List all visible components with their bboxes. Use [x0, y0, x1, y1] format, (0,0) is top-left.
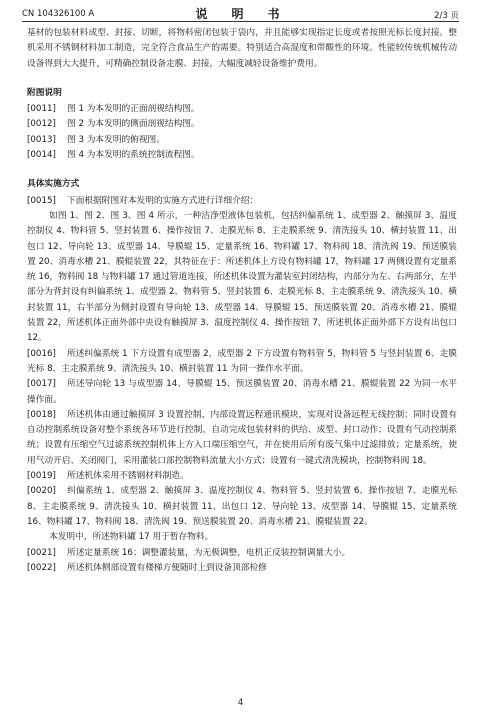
header-divider: [22, 21, 459, 22]
para-tag: [0021]: [27, 547, 56, 558]
paragraph: [27, 347, 457, 378]
embodiment-heading: 具体实施方式: [27, 179, 80, 190]
page-number: 2/3 页: [434, 11, 459, 21]
para-tag: [0017]: [27, 379, 56, 390]
para-tag: [0012]: [27, 119, 56, 130]
para-tag: [0013]: [27, 134, 56, 145]
page-footer-number: 4: [237, 698, 244, 708]
para-tag: [0011]: [27, 104, 56, 115]
para-tag: [0022]: [27, 562, 56, 573]
page-header: [22, 5, 459, 21]
figure-item: [27, 102, 457, 117]
para-tag: [0016]: [27, 348, 56, 359]
paragraph: [27, 377, 457, 408]
paragraph-text: 纠偏系统 1、成型器 2、触摸屏 3、温度控制仪 4、物料管 5、竖封装置 6、操作按钮 7、走膜光标 8、主走膜系统 9、清洗接头 10、横封装置 11、出包口 12、导向轮 13、成型器 14、导膜辊 15、定量系统 16、物料罐 17、物料阀 18、清洗阀 19、预送膜装置 20、消毒水槽 21、膜辊装置 22。: [27, 486, 457, 527]
paragraph: [27, 469, 457, 484]
publication-number: CN 104326100 A: [22, 9, 95, 19]
paragraph-text: 所述机体侧部设置有楼梯方便随时上到设备顶部检修: [67, 562, 267, 573]
drawings-heading: 附图说明: [27, 87, 62, 98]
figure-item: [27, 117, 457, 132]
intro-paragraph: 基材的包装材料成型、封接、切断，将物料密闭包装于袋内，并且能够实现指定长度或者按照光标长度封接。整机采用不锈钢材料加工制造，完全符合食品生产的需要。特别适合高湿度和带酸性的环境。性能较传统机械传动设备得到大大提升，可精确控制设备走膜、封接，大幅度减轻设备维护费用。: [27, 28, 457, 69]
figure-caption: 图 3 为本发明的俯视图。: [67, 134, 165, 145]
para-tag: [0014]: [27, 150, 56, 161]
paragraph: [27, 546, 457, 561]
figure-caption: 图 2 为本发明的侧面剖视结构图。: [67, 119, 200, 130]
para-tag: [0019]: [27, 471, 56, 482]
paragraph-text: 所述导向轮 13 与成型器 14、导膜辊 15、预送膜装置 20、消毒水槽 21、膜辊装置 22 为同一水平操作面。: [27, 379, 457, 405]
paragraph: [27, 484, 457, 530]
figure-item: [27, 133, 457, 148]
paragraph: [27, 408, 457, 469]
paragraph-text: 所述定量系统 16；调整灌装量，为无极调整，电机正反装控制调量大小。: [67, 547, 351, 558]
paragraph-continuation: 本发明中，所述物料罐 17 用于暂存物料。: [49, 532, 214, 543]
document-title: 说 明 书: [195, 7, 286, 21]
figure-item: [27, 148, 457, 163]
document-body: [27, 26, 457, 576]
para-tag: [0020]: [27, 486, 56, 497]
para-tag: [0015]: [27, 195, 56, 206]
paragraph-0015: [27, 194, 457, 209]
para-tag: [0018]: [27, 409, 56, 420]
paragraph-text: 所述机体采用不锈钢材料制造。: [67, 471, 189, 482]
paragraph-text: 下面根据附图对本发明的实施方式进行详细介绍：: [67, 195, 259, 206]
paragraph-text: 所述纠偏系统 1 下方设置有成型器 2，成型器 2 下方设置有物料管 5，物料管 5 与竖封装置 6、走膜光标 8、主走膜系统 9、清洗接头 10、横封装置 11 为同一操作水平面。: [27, 348, 457, 374]
figure-caption: 图 1 为本发明的正面剖视结构图。: [67, 104, 200, 115]
paragraph: [27, 561, 457, 576]
paragraph-text: 所述机体由通过触摸屏 3 设置控制，内部设置远程通讯模块，实现对设备远程无线控制；同时设置有自动控制系统设备对整个系统各环节进行控制，自动完成包装材料的供给、成型、封口动作；设置有气动控制系统；设置有压缩空气过滤系统控制机体上方入口端压缩空气，并在使用后所有废气集中过滤排放；定量系统，使用气动开启、关闭阀门，采用灌装口部控制物料流量大小方式；设置有一键式清洗模块，控制物料阀 18。: [27, 409, 457, 466]
figure-caption: 图 4 为本发明的系统控制流程图。: [67, 150, 200, 161]
paragraph-0015-body: 如图 1、图 2、图 3、图 4 所示，一种洁净型液体包装机，包括纠偏系统 1、成型器 2、触摸屏 3、温度控制仪 4、物料管 5、竖封装置 6、操作按钮 7、走膜光标 8、主走膜系统 9、清洗接头 10、横封装置 11、出包口 12、导向轮 13、成型器 14、导膜辊 15、定量系统 16、物料罐 17、物料阀 18、清洗阀 19、预送膜装置 20、消毒水槽 21、膜辊装置 22，其特征在于：所述机体上方设有物料罐 17，物料罐 17 两侧设置有定量系统 16，物料阀 18 与物料罐 17 通过管道连接，所述机体设置为灌装室封闭结构，内部分为左、右两部分，左半部分为背封设有纠偏系统 1、成型器 2、物料管 5、竖封装置 6、走膜光标 8、主走膜系统 9、清洗接头 10、横封装置 11，右半部分为侧封设置有导向轮 13、成型器 14、导膜辊 15、预送膜装置 20、消毒水槽 21、膜辊装置 22，所述机体正面外部中央设有触摸屏 3、温度控制仪 4、操作按钮 7，所述机体正面外部下方设有出包口 12。: [27, 210, 457, 344]
